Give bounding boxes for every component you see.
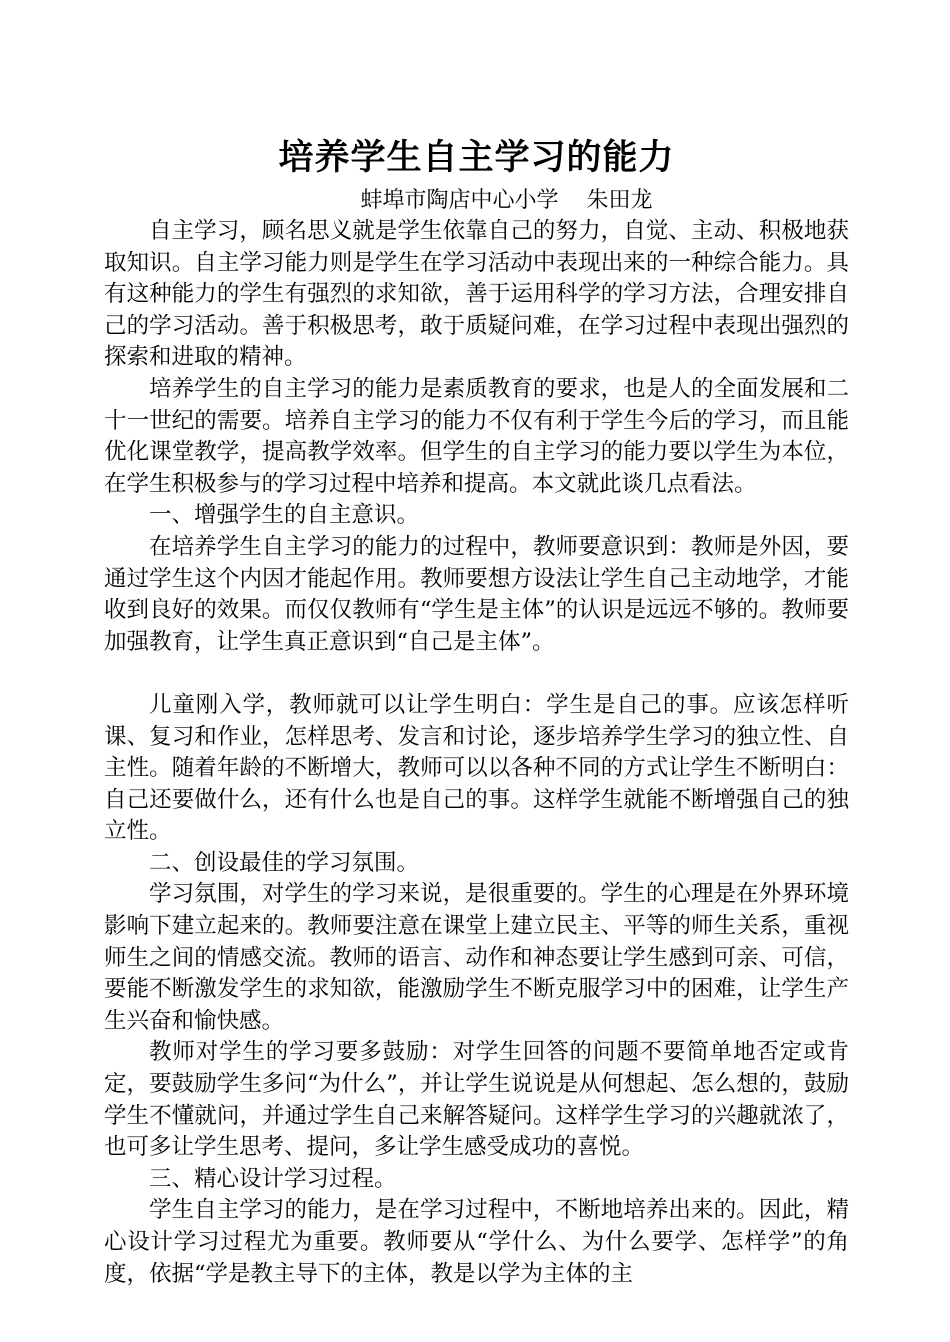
paragraph-3: 在培养学生自主学习的能力的过程中，教师要意识到：教师是外因，要通过学生这个内因才能起作用。教师要想方设法让学生自己主动地学，才能收到良好的效果。而仅仅教师有“学生是主体”的认识是远远不够的。教师要加强教育，让学生真正意识到“自己是主体”。 bbox=[104, 533, 849, 655]
paragraph-1: 自主学习，顾名思义就是学生依靠自己的努力，自觉、主动、积极地获取知识。自主学习能力则是学生在学习活动中表现出来的一种综合能力。具有这种能力的学生有强烈的求知欲，善于运用科学的学习方法，合理安排自己的学习活动。善于积极思考，敢于质疑问难，在学习过程中表现出强烈的探索和进取的精神。 bbox=[104, 218, 849, 371]
section-heading-3: 三、精心设计学习过程。 bbox=[149, 1165, 397, 1192]
document-title: 培养学生自主学习的能力 bbox=[278, 137, 675, 178]
section-heading-1: 一、增强学生的自主意识。 bbox=[149, 502, 420, 529]
document-page bbox=[104, 130, 849, 1290]
paragraph-6: 教师对学生的学习要多鼓励：对学生回答的问题不要简单地否定或肯定，要鼓励学生多问“为什么”，并让学生说说是从何想起、怎么想的，鼓励学生不懂就问，并通过学生自己来解答疑问。这样学生学习的兴趣就浓了，也可多让学生思考、提问，多让学生感受成功的喜悦。 bbox=[104, 1039, 849, 1161]
paragraph-7: 学生自主学习的能力，是在学习过程中，不断地培养出来的。因此，精心设计学习过程尤为重要。教师要从“学什么、为什么要学、怎样学”的角度，依据“学是教主导下的主体，教是以学为主体的主 bbox=[104, 1197, 849, 1287]
paragraph-2: 培养学生的自主学习的能力是素质教育的要求，也是人的全面发展和二十一世纪的需要。培养自主学习的能力不仅有利于学生今后的学习，而且能优化课堂教学，提高教学效率。但学生的自主学习的能力要以学生为本位，在学生积极参与的学习过程中培养和提高。本文就此谈几点看法。 bbox=[104, 375, 849, 497]
section-heading-2: 二、创设最佳的学习氛围。 bbox=[149, 849, 420, 876]
author-line: 蚌埠市陶店中心小学 朱田龙 bbox=[360, 188, 653, 213]
blank-line bbox=[104, 658, 849, 690]
paragraph-4: 儿童刚入学，教师就可以让学生明白：学生是自己的事。应该怎样听课、复习和作业，怎样思考、发言和讨论，逐步培养学生学习的独立性、自主性。随着年龄的不断增大，教师可以以各种不同的方式让学生不断明白：自己还要做什么，还有什么也是自己的事。这样学生就能不断增强自己的独立性。 bbox=[104, 691, 849, 845]
paragraph-5: 学习氛围，对学生的学习来说，是很重要的。学生的心理是在外界环境影响下建立起来的。教师要注意在课堂上建立民主、平等的师生关系，重视师生之间的情感交流。教师的语言、动作和神态要让学生感到可亲、可信，要能不断激发学生的求知欲，能激励学生不断克服学习中的困难，让学生产生兴奋和愉快感。 bbox=[104, 881, 849, 1034]
